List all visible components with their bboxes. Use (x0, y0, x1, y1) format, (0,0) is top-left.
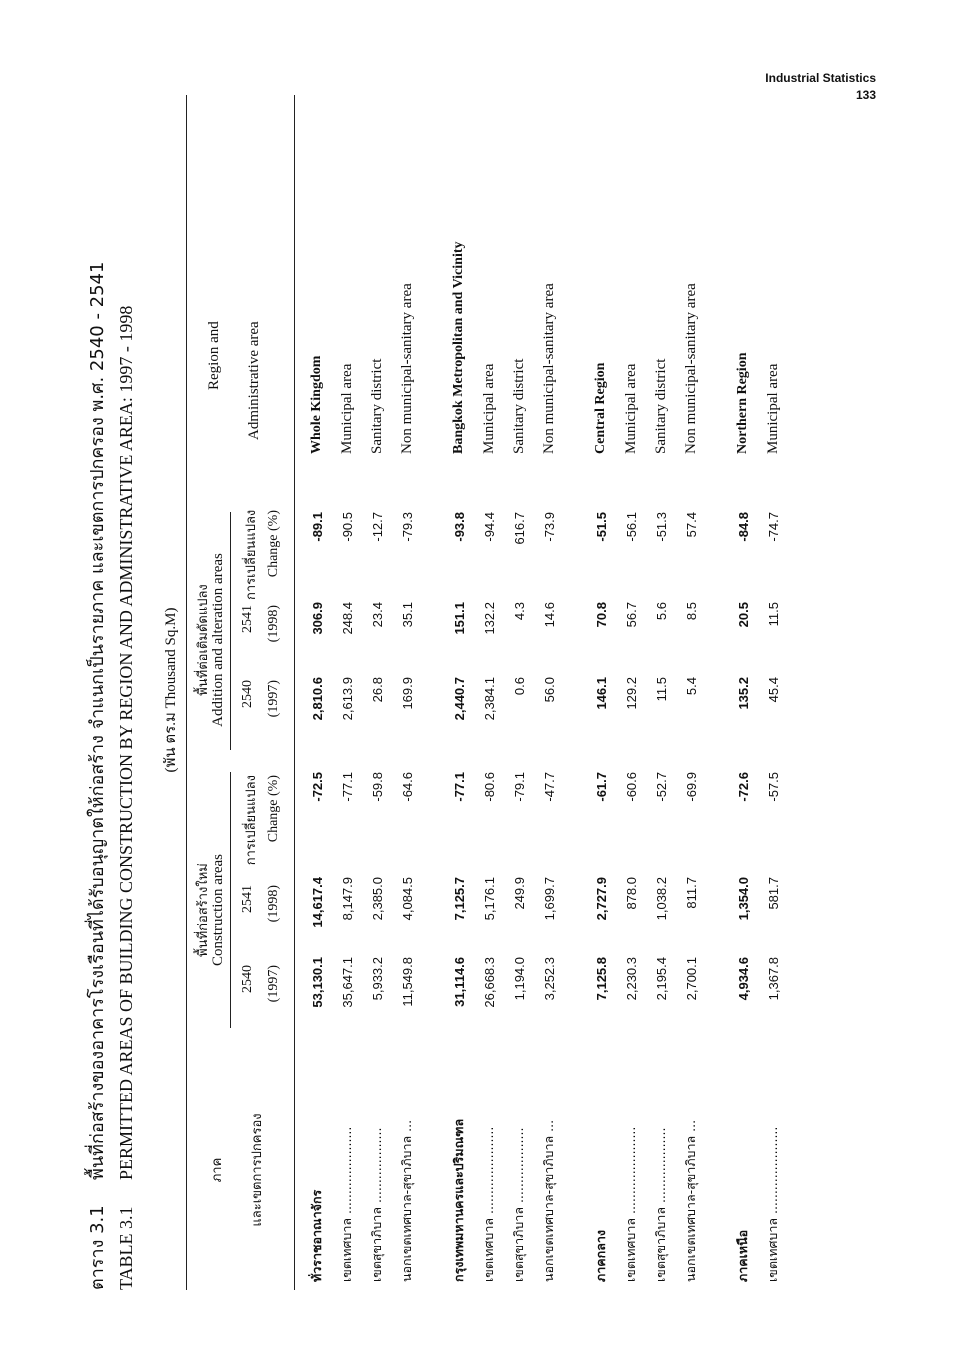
cell-c1: 1,367.8 (765, 957, 781, 1001)
cell-a2: 132.2 (481, 602, 497, 635)
table-row (474, 95, 504, 1290)
table-row (758, 95, 788, 1290)
cell-a1: 146.1 (593, 677, 609, 710)
region-heading-th-1: ภาค (210, 1157, 225, 1183)
cell-en: Municipal area (622, 363, 639, 454)
cell-a3: -12.7 (369, 512, 385, 542)
year1-th-addition: 2540 (240, 680, 255, 708)
cell-a3: -93.8 (451, 512, 467, 542)
english-title (116, 90, 150, 1290)
cell-a3: -51.3 (653, 512, 669, 542)
cell-c3: -47.7 (541, 772, 557, 802)
cell-th: ทั่วราชอาณาจักร (309, 1189, 324, 1282)
region-total-row (728, 95, 758, 1290)
table-row (534, 95, 564, 1290)
construction-heading-th: พื้นที่ก่อสร้างใหม่ (196, 863, 211, 957)
cell-c1: 1,194.0 (511, 957, 527, 1001)
cell-a3: -51.5 (593, 512, 609, 542)
cell-c3: -60.6 (623, 772, 639, 802)
thai-table-label: ตาราง 3.1 (87, 1205, 108, 1290)
english-table-label: TABLE 3.1 (116, 1206, 136, 1290)
cell-th: กรุงเทพมหานครและปริมณฑล (451, 1118, 466, 1282)
group-spacer (422, 95, 444, 1290)
cell-c1: 5,933.2 (369, 957, 385, 1001)
cell-c2: 1,038.2 (653, 877, 669, 921)
rotated-table-page (82, 90, 862, 1290)
cell-th: เขตเทศบาล ...................... (481, 1126, 496, 1282)
cell-c3: -52.7 (653, 772, 669, 802)
cell-c1: 31,114.6 (451, 957, 467, 1007)
construction-subrule (230, 772, 231, 1028)
cell-en: Non municipal-sanitary area (540, 283, 557, 454)
cell-a1: 2,613.9 (339, 677, 355, 721)
cell-a2: 151.1 (451, 602, 467, 635)
cell-a2: 11.5 (765, 602, 781, 627)
cell-c1: 11,549.8 (399, 957, 415, 1007)
cell-c1: 2,700.1 (683, 957, 699, 1001)
thai-table-title: พื้นที่ก่อสร้างของอาคารโรงเรือนที่ได้รับอนุญาตให้ก่อสร้าง จำแนกเป็นรายภาค และเขตการปกครอง พ.ศ. 2540 - 2541 (87, 261, 108, 1180)
table-titles (82, 90, 150, 1290)
region-heading-en-2: Administrative area (246, 321, 262, 440)
cell-c2: 811.7 (683, 877, 699, 909)
cell-a1: 56.0 (541, 677, 557, 703)
cell-c3: -80.6 (481, 772, 497, 802)
cell-a1: 26.8 (369, 677, 385, 703)
cell-a2: 14.6 (541, 602, 557, 628)
cell-a2: 70.8 (593, 602, 609, 628)
table-row (616, 95, 646, 1290)
cell-a3: -89.1 (309, 512, 325, 542)
cell-a3: -79.3 (399, 512, 415, 542)
thai-title (82, 90, 116, 1290)
cell-th: นอกเขตเทศบาล-สุขาภิบาล ... (399, 1119, 414, 1282)
year1-th-construction: 2540 (240, 965, 255, 993)
table-row (646, 95, 676, 1290)
cell-c2: 1,699.7 (541, 877, 557, 921)
cell-c3: -59.8 (369, 772, 385, 802)
cell-c2: 8,147.9 (339, 877, 355, 921)
region-total-row (302, 95, 332, 1290)
cell-en: Sanitary district (510, 358, 527, 454)
construction-heading-en: Construction areas (210, 853, 226, 967)
region-heading-th-2: และเขตการปกครอง (250, 1113, 265, 1227)
cell-en: Northern Region (735, 352, 750, 454)
cell-en: Whole Kingdom (309, 355, 324, 454)
cell-en: Municipal area (480, 363, 497, 454)
cell-a3: 57.4 (683, 512, 699, 538)
table-row (362, 95, 392, 1290)
cell-c2: 5,176.1 (481, 877, 497, 921)
year1-en-construction: (1997) (266, 965, 281, 1003)
table-row (392, 95, 422, 1290)
cell-en: Sanitary district (368, 358, 385, 454)
cell-c2: 581.7 (765, 877, 781, 910)
cell-a2: 248.4 (339, 602, 355, 635)
cell-c2: 2,727.9 (593, 877, 609, 921)
cell-a3: -73.9 (541, 512, 557, 542)
cell-c2: 1,354.0 (735, 877, 751, 921)
year2-th-addition: 2541 (240, 605, 255, 633)
page-number: 133 (855, 88, 876, 102)
table-row (504, 95, 534, 1290)
cell-en: Bangkok Metropolitan and Vicinity (451, 241, 466, 454)
cell-c3: -72.5 (309, 772, 325, 802)
cell-a3: -74.7 (765, 512, 781, 542)
cell-a3: -84.8 (735, 512, 751, 542)
cell-a1: 129.2 (623, 677, 639, 710)
cell-c2: 878.0 (623, 877, 639, 910)
cell-a2: 35.1 (399, 602, 415, 628)
region-heading-en-1: Region and (206, 321, 222, 390)
year2-en-construction: (1998) (266, 885, 281, 923)
cell-a2: 20.5 (735, 602, 751, 628)
cell-a3: 616.7 (511, 512, 527, 545)
cell-c1: 3,252.3 (541, 957, 557, 1001)
cell-c3: -79.1 (511, 772, 527, 802)
cell-c3: -64.6 (399, 772, 415, 802)
table-row (676, 95, 706, 1290)
cell-c2: 249.9 (511, 877, 527, 910)
cell-c1: 4,934.6 (735, 957, 751, 1001)
cell-c2: 7,125.7 (451, 877, 467, 921)
cell-en: Non municipal-sanitary area (398, 283, 415, 454)
cell-a1: 5.4 (683, 677, 699, 696)
cell-a3: -56.1 (623, 512, 639, 542)
cell-a3: -90.5 (339, 512, 355, 542)
change-th-construction: การเปลี่ยนแปลง (244, 775, 259, 866)
year2-en-addition: (1998) (266, 605, 281, 643)
cell-th: นอกเขตเทศบาล-สุขาภิบาล ... (683, 1119, 698, 1282)
cell-a2: 5.6 (653, 602, 669, 621)
table-row (332, 95, 362, 1290)
cell-th: ภาคกลาง (593, 1230, 608, 1282)
year1-en-addition: (1997) (266, 680, 281, 718)
english-table-title: PERMITTED AREAS OF BUILDING CONSTRUCTION BY REGION AND ADMINISTRATIVE AREA: 1997 - 1998 (116, 305, 136, 1180)
cell-c3: -72.6 (735, 772, 751, 802)
cell-a2: 306.9 (309, 602, 325, 635)
change-th-addition: การเปลี่ยนแปลง (244, 509, 259, 600)
cell-a1: 2,440.7 (451, 677, 467, 721)
cell-c3: -69.9 (683, 772, 699, 802)
cell-en: Central Region (593, 362, 608, 454)
region-total-row (586, 95, 616, 1290)
cell-a2: 4.3 (511, 602, 527, 621)
cell-a1: 45.4 (765, 677, 781, 703)
cell-a1: 2,384.1 (481, 677, 497, 721)
cell-a1: 135.2 (735, 677, 751, 710)
book-title: Industrial Statistics (765, 71, 876, 85)
data-table (302, 95, 788, 1290)
cell-en: Non municipal-sanitary area (682, 283, 699, 454)
cell-a1: 169.9 (399, 677, 415, 710)
cell-c1: 35,647.1 (339, 957, 355, 1008)
cell-c3: -77.1 (451, 772, 467, 802)
addition-subrule (230, 512, 231, 750)
cell-th: เขตสุขาภิบาล ................... (653, 1127, 668, 1282)
change-en-addition: Change (%) (266, 510, 281, 578)
cell-c1: 26,668.3 (481, 957, 497, 1008)
cell-c2: 2,385.0 (369, 877, 385, 921)
cell-th: เขตสุขาภิบาล ................... (511, 1127, 526, 1282)
cell-en: Municipal area (338, 363, 355, 454)
region-total-row (444, 95, 474, 1290)
cell-a3: -94.4 (481, 512, 497, 542)
change-en-construction: Change (%) (266, 775, 281, 843)
cell-a1: 0.6 (511, 677, 527, 696)
cell-en: Municipal area (764, 363, 781, 454)
cell-c1: 53,130.1 (309, 957, 325, 1008)
cell-c1: 2,230.3 (623, 957, 639, 1001)
cell-c1: 2,195.4 (653, 957, 669, 1001)
cell-c2: 4,084.5 (399, 877, 415, 921)
cell-th: เขตเทศบาล ...................... (623, 1126, 638, 1282)
cell-th: เขตสุขาภิบาล ................... (369, 1127, 384, 1282)
cell-c3: -57.5 (765, 772, 781, 802)
addition-heading-en: Addition and alteration areas (210, 553, 226, 727)
cell-th: เขตเทศบาล ...................... (339, 1126, 354, 1282)
unit-note: (พัน ตร.ม Thousand Sq.M) (163, 607, 179, 773)
group-spacer (564, 95, 586, 1290)
cell-th: เขตเทศบาล ...................... (765, 1126, 780, 1282)
cell-c3: -61.7 (593, 772, 609, 802)
cell-a1: 11.5 (653, 677, 669, 702)
year2-th-construction: 2541 (240, 885, 255, 913)
cell-a1: 2,810.6 (309, 677, 325, 721)
cell-a2: 56.7 (623, 602, 639, 628)
cell-th: ภาคเหนือ (735, 1229, 750, 1282)
header-bottom-rule (294, 95, 295, 1290)
cell-th: นอกเขตเทศบาล-สุขาภิบาล ... (541, 1119, 556, 1282)
cell-c3: -77.1 (339, 772, 355, 802)
cell-c2: 14,617.4 (309, 877, 325, 928)
cell-a2: 8.5 (683, 602, 699, 621)
addition-heading-th: พื้นที่ต่อเติมดัดแปลง (196, 584, 211, 696)
top-rule (186, 95, 187, 1290)
group-spacer (706, 95, 728, 1290)
cell-c1: 7,125.8 (593, 957, 609, 1001)
cell-a2: 23.4 (369, 602, 385, 628)
cell-en: Sanitary district (652, 358, 669, 454)
